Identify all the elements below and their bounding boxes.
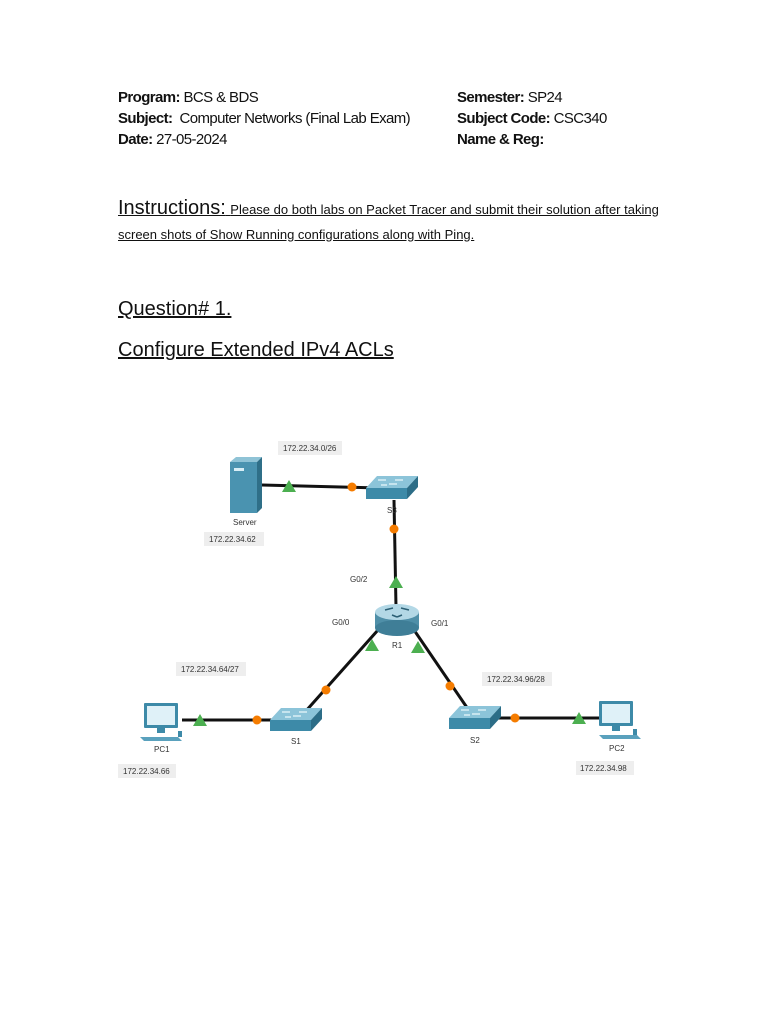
switch-s2-icon [449, 706, 501, 729]
subject-row: Subject: Computer Networks (Final Lab Exam) [118, 110, 411, 127]
s1-network-label: 172.22.34.64/27 [181, 665, 239, 674]
s2-network-label: 172.22.34.96/28 [487, 675, 545, 684]
pc1-name-label: PC1 [154, 745, 170, 754]
pc2-icon [599, 701, 641, 739]
switch-s3-icon [366, 476, 418, 499]
link-r1-s2 [414, 630, 470, 712]
link-server-s3 [262, 485, 380, 488]
question-title: Question# 1. [118, 298, 232, 320]
pc2-ip-label: 172.22.34.98 [580, 764, 627, 773]
link-port-dot [253, 716, 262, 725]
r1-g00-label: G0/0 [332, 618, 350, 627]
server-name-label: Server [233, 518, 257, 527]
subject-code-row: Subject Code: CSC340 [457, 110, 607, 127]
r1-g01-label: G0/1 [431, 619, 449, 628]
pc1-icon [140, 703, 182, 741]
link-s3-r1 [394, 500, 396, 607]
link-port-dot [348, 483, 357, 492]
link-r1-s1 [305, 630, 378, 712]
program-row: Program: BCS & BDS [118, 89, 259, 106]
switch-s1-icon [270, 708, 322, 731]
name-reg-row: Name & Reg: [457, 131, 544, 148]
instructions-text: Please do both labs on Packet Tracer and submit their solution after taking screen shots of Show Running configurations along with Ping. [118, 202, 659, 242]
instructions-label: Instructions: [118, 197, 226, 219]
link-port-dot [390, 525, 399, 534]
s2-name-label: S2 [470, 736, 480, 745]
s3-network-label: 172.22.34.0/26 [283, 444, 337, 453]
link-port-dot [322, 686, 331, 695]
link-port-dot [511, 714, 520, 723]
server-ip-label: 172.22.34.62 [209, 535, 256, 544]
question-subtitle: Configure Extended IPv4 ACLs [118, 339, 394, 361]
server-icon [230, 457, 262, 513]
link-up-triangle [389, 576, 403, 588]
s3-name-label: S3 [387, 506, 397, 515]
router-r1-icon [375, 604, 419, 636]
link-port-dot [446, 682, 455, 691]
s1-name-label: S1 [291, 737, 301, 746]
semester-row: Semester: SP24 [457, 89, 563, 106]
r1-name-label: R1 [392, 641, 403, 650]
pc1-ip-label: 172.22.34.66 [123, 767, 170, 776]
r1-g02-label: G0/2 [350, 575, 368, 584]
pc2-name-label: PC2 [609, 744, 625, 753]
date-row: Date: 27-05-2024 [118, 131, 227, 148]
